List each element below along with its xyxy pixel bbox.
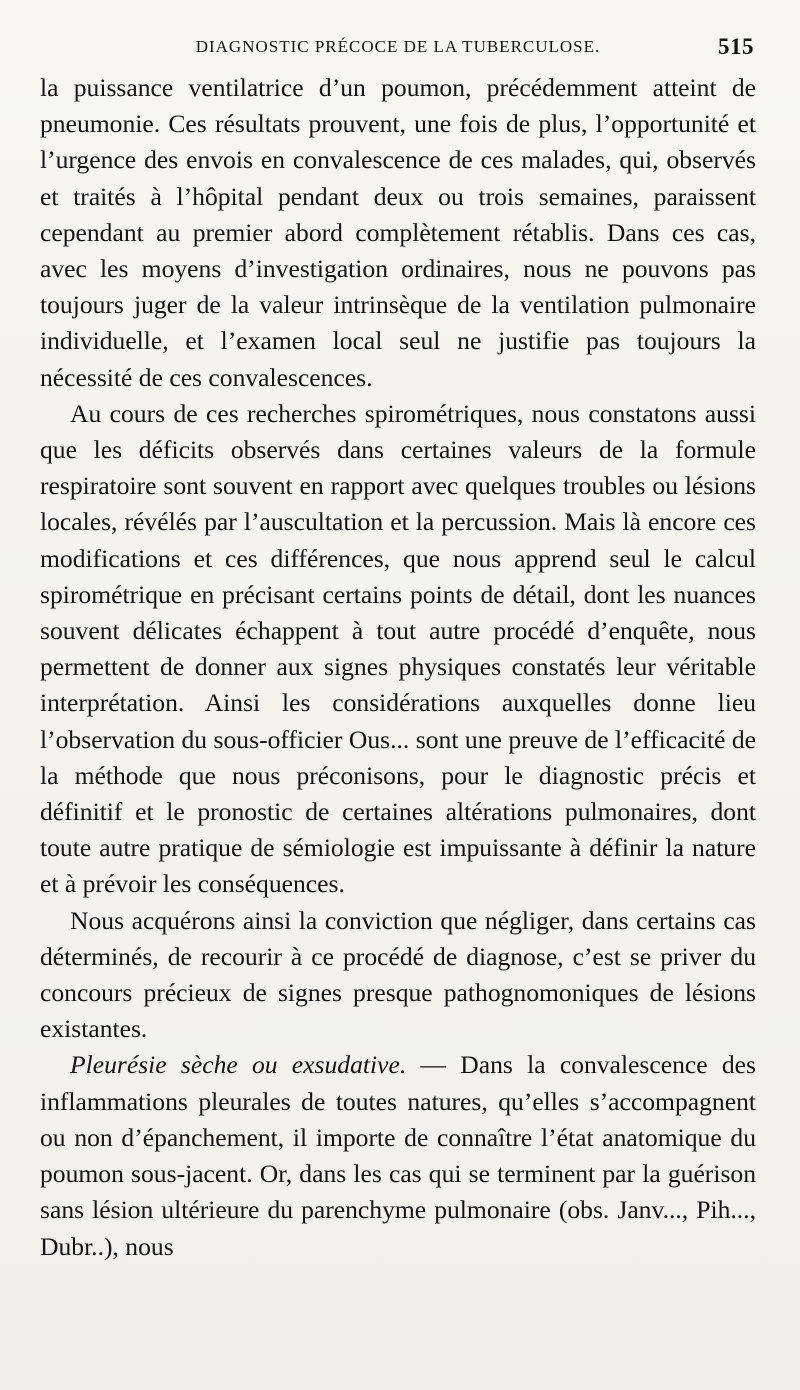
running-head xyxy=(40,30,756,70)
running-head-title: DIAGNOSTIC PRÉCOCE DE LA TUBERCULOSE. xyxy=(195,37,601,56)
paragraph xyxy=(40,1047,756,1264)
paragraph-text: — Dans la convalescence des inflammations pleurales de toutes natures, qu’elles s’accompagnent ou non d’épanchement, il importe de connaître l’état anatomique du poumon sous-jacent. Or, dans les cas qui se terminent par la guérison sans lésion ultérieure du parenchyme pulmonaire (obs. Janv..., Pih..., Dubr..), nous xyxy=(40,1050,756,1261)
paragraph: Nous acquérons ainsi la conviction que négliger, dans certains cas déterminés, de recourir à ce procédé de diagnose, c’est se priver du concours précieux de signes presque pathognomoniques de lésions existantes. xyxy=(40,905,756,1044)
paragraph-italic-lead: Pleurésie sèche ou exsudative. xyxy=(70,1050,407,1080)
body-text xyxy=(40,70,756,1265)
paragraph: la puissance ventilatrice d’un poumon, précédemment atteint de pneumonie. Ces résultats prouvent, une fois de plus, l’opportunité et l’urgence des envois en convalescence de ces malades, qui, observés et traités à l’hôpital pendant deux ou trois semaines, paraissent cependant au premier abord complètement rétablis. Dans ces cas, avec les moyens d’investigation ordinaires, nous ne pouvons pas toujours juger de la valeur intrinsèque de la ventilation pulmonaire individuelle, et l’examen local seul ne justifie pas toujours la nécessité de ces convalescences. xyxy=(40,73,756,392)
paragraph: Au cours de ces recherches spirométriques, nous constatons aussi que les déficits observés dans certaines valeurs de la formule respiratoire sont souvent en rapport avec quelques troubles ou lésions locales, révélés par l’auscultation et la percussion. Mais là encore ces modifications et ces différences, que nous apprend seul le calcul spirométrique en précisant certains points de détail, dont les nuances souvent délicates échappent à tout autre procédé d’enquête, nous permettent de donner aux signes physiques constatés leur véritable interprétation. Ainsi les considérations auxquelles donne lieu l’observation du sous-officier Ous... sont une preuve de l’efficacité de la méthode que nous préconisons, pour le diagnostic précis et définitif et le pronostic de certaines altérations pulmonaires, dont toute autre pratique de sémiologie est impuissante à définir la nature et à prévoir les conséquences. xyxy=(40,398,756,899)
page-number: 515 xyxy=(718,34,754,59)
